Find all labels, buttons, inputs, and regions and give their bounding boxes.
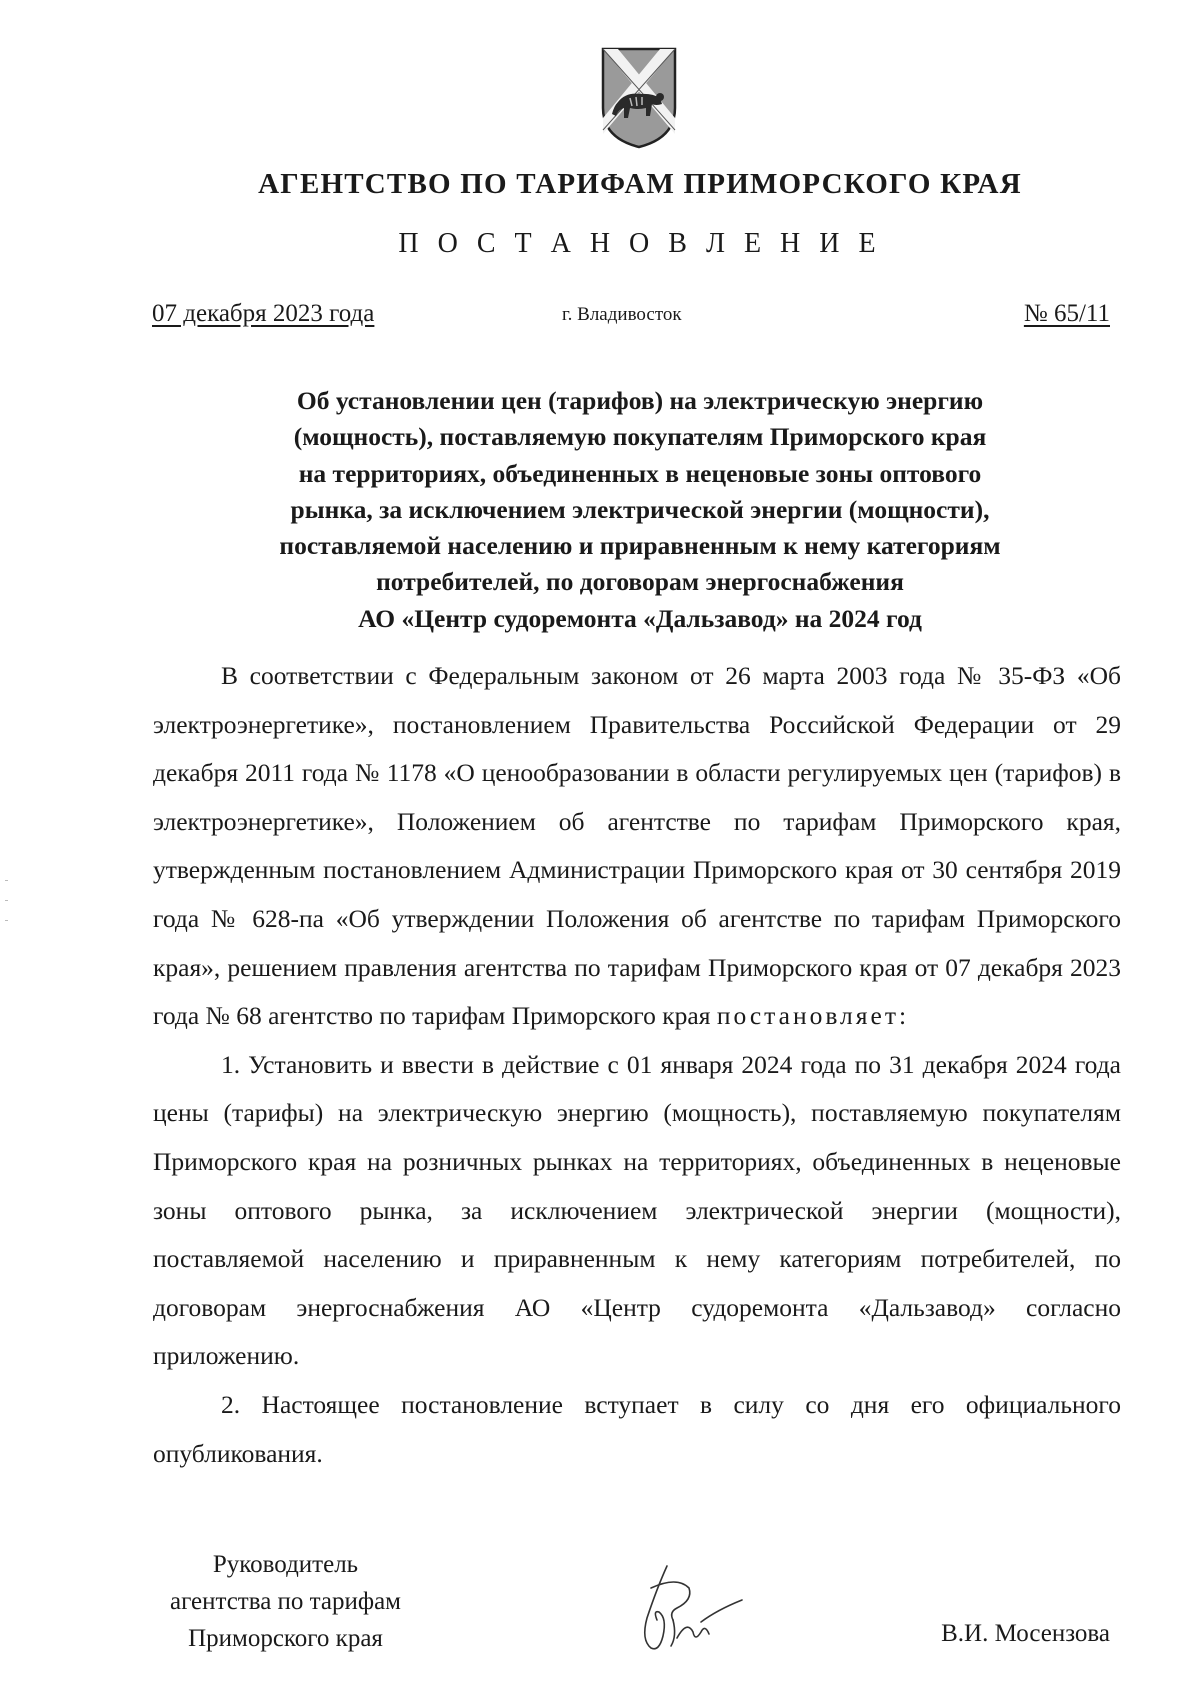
signer-title-line: Приморского края xyxy=(188,1625,383,1652)
scan-mark xyxy=(5,920,8,921)
document-number: № 65/11 xyxy=(1023,300,1110,327)
resolves-word: постановляет: xyxy=(716,1001,910,1031)
subject-line: рынка, за исключением электрической энергии (мощности), xyxy=(290,494,990,524)
document-date: 07 декабря 2023 года xyxy=(152,300,375,327)
preamble-paragraph xyxy=(153,652,1121,1041)
signer-title-line: агентства по тарифам xyxy=(169,1588,402,1615)
item-2-paragraph: 2. Настоящее постановление вступает в силу со дня его официального опубликования. xyxy=(153,1389,1121,1468)
subject-line: на территориях, объединенных в неценовые зоны оптового xyxy=(298,458,982,488)
subject-line: (мощность), поставляемую покупателям Приморского края xyxy=(293,422,987,452)
subject-line: поставляемой населению и приравненным к нему категориям xyxy=(279,531,1001,561)
subject-line: Об установлении цен (тарифов) на электрическую энергию xyxy=(296,386,984,415)
item-1-paragraph: 1. Установить и ввести в действие с 01 января 2024 года по 31 декабря 2024 года цены (тарифы) на электрическую энергию (мощность), поставляемую покупателям Приморского края на розничных рынках на территориях, объединенных в неценовые зоны оптового рынка, за исключением электрической энергии (мощности), поставляемой населению и приравненным к нему категориям потребителей, по договорам энергоснабжения АО «Центр судоремонта «Дальзавод» согласно приложению. xyxy=(153,1049,1121,1371)
signer-title xyxy=(148,1546,423,1657)
subject-line: АО «Центр судоремонта «Дальзавод» на 2024 год xyxy=(358,603,922,633)
signer-title-line: Руководитель xyxy=(212,1551,359,1578)
preamble-text: В соответствии с Федеральным законом от 26 марта 2003 года № 35-ФЗ «Об электроэнергетике», постановлением Правительства Российской Федерации от 29 декабря 2011 года № 1178 «О ценообразовании в области регулируемых цен (тарифов) в электроэнергетике», Положением об агентстве по тарифам Приморского края, утвержденным постановлением Администрации Приморского края от 30 сентября 2019 года № 628-па «Об утверждении Положения об агентстве по тарифам Приморского края», решением правления агентства по тарифам Приморского края от 07 декабря 2023 года № 68 агентство по тарифам Приморского края xyxy=(153,661,1121,1031)
agency-name: АГЕНТСТВО ПО ТАРИФАМ ПРИМОРСКОГО КРАЯ xyxy=(258,168,1022,200)
subject-line: потребителей, по договорам энергоснабжения xyxy=(376,567,904,597)
scan-mark xyxy=(5,880,8,881)
document-body xyxy=(153,652,1121,1478)
scan-mark xyxy=(5,900,8,901)
coat-of-arms-icon xyxy=(600,46,678,150)
document-subject xyxy=(170,383,1110,637)
signer-name: В.И. Мосензова xyxy=(941,1620,1110,1647)
document-type: П О С Т А Н О В Л Е Н И Е xyxy=(398,228,882,259)
document-city: г. Владивосток xyxy=(562,304,682,325)
signature-icon xyxy=(607,1548,757,1668)
